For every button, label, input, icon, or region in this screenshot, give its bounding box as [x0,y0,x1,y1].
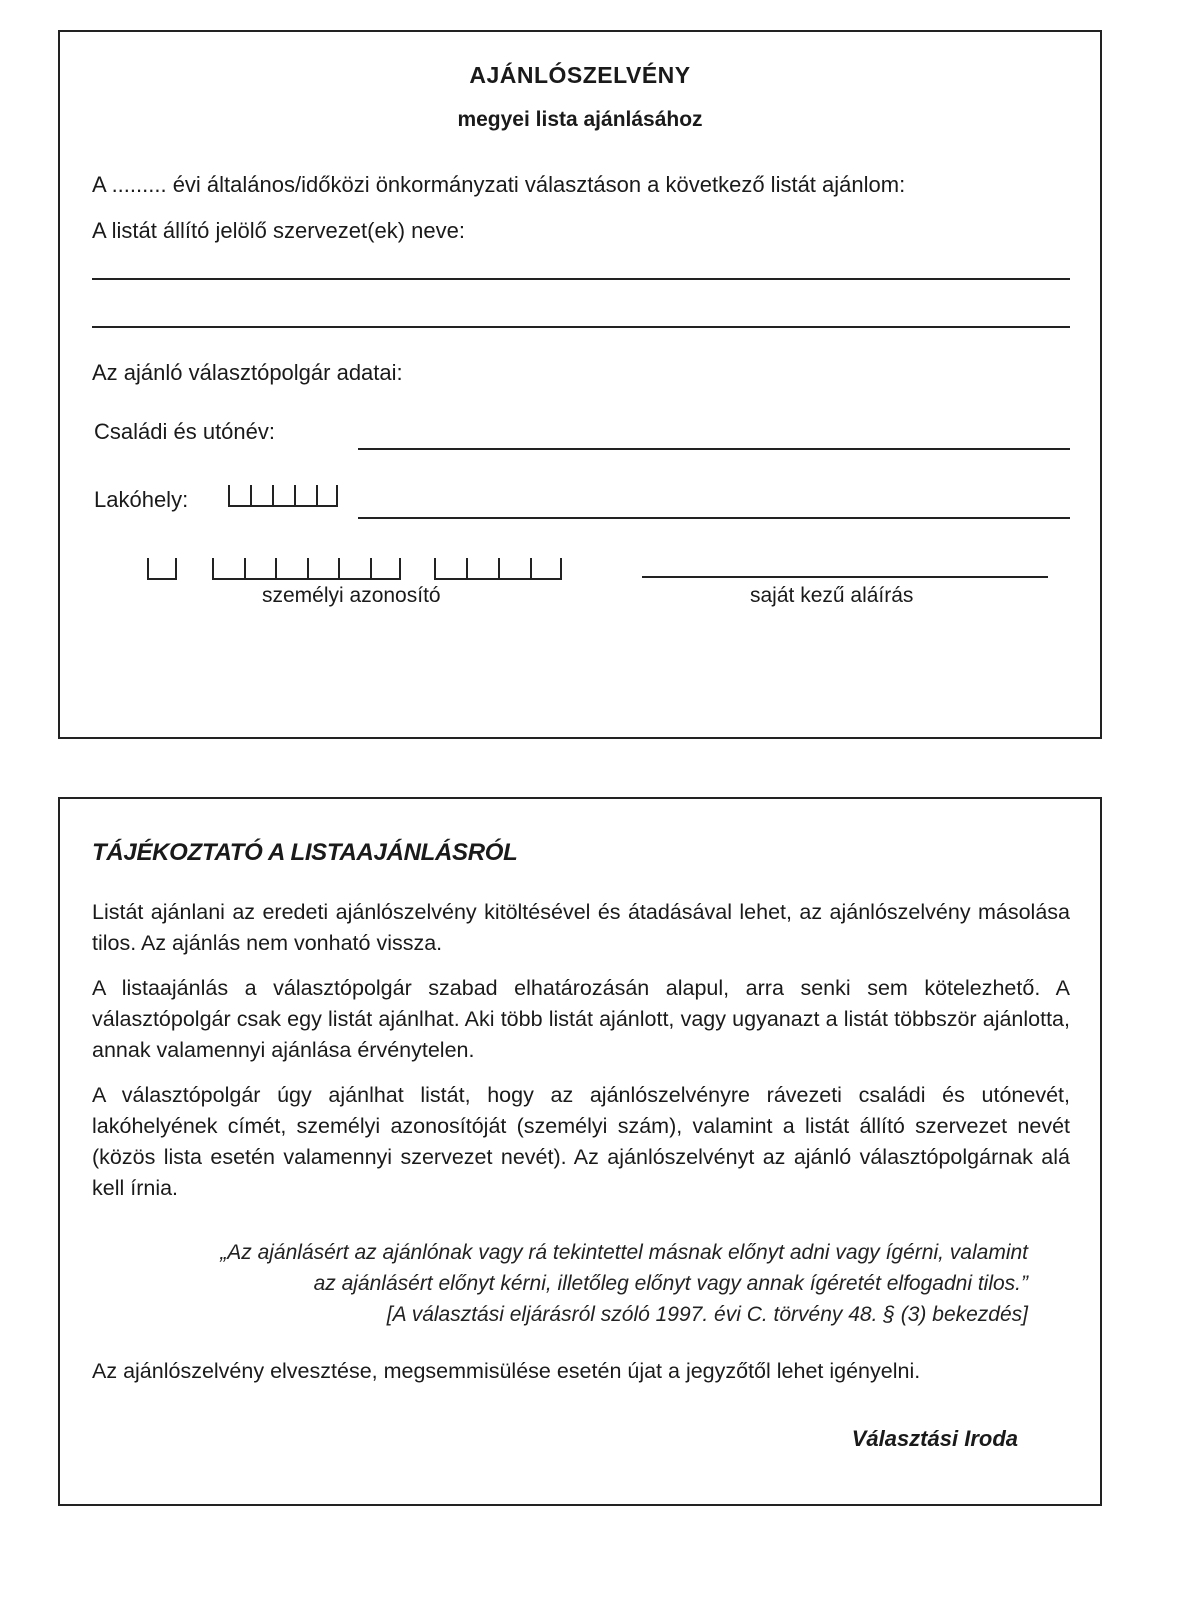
name-field-line[interactable] [358,448,1070,450]
info-paragraph-2: A listaajánlás a választópolgár szabad elhatározásán alapul, arra senki sem kötelezhető. A választópolgár csak egy listát ajánlhat. Aki több listát ajánlott, vagy ugyanazt a listát többször ajánlotta, annak valamennyi ajánlása érvénytelen. [92,976,1070,1062]
address-field-line[interactable] [358,517,1070,519]
address-label: Lakóhely: [94,487,189,512]
issuer-signature: Választási Iroda [851,1426,1018,1451]
organization-name-line-1[interactable] [92,278,1070,280]
personal-id-sex-box[interactable] [147,558,177,580]
name-label: Családi és utónév: [94,419,275,444]
form-title: AJÁNLÓSZELVÉNY [469,62,691,88]
recommendation-slip [58,30,1102,739]
intro-line: A ......... évi általános/időközi önkormányzati választáson a következő listát ajánlom: [92,172,906,197]
organization-name-line-2[interactable] [92,326,1070,328]
personal-id-birthdate-boxes[interactable] [212,558,401,580]
info-paragraph-1: Listát ajánlani az eredeti ajánlószelvény kitöltésével és átadásával lehet, az ajánlószelvény másolása tilos. Az ajánlás nem vonható vissza. [92,900,1070,955]
info-paragraph-3: A választópolgár úgy ajánlhat listát, hogy az ajánlószelvényre rávezeti családi és utónevét, lakóhelyének címét, személyi azonosítóját (személyi szám), valamint a listát állító szervezet nevét (közös lista esetén valamennyi szervezet nevét). Az ajánlószelvényt az ajánló választópolgárnak alá kell írnia. [92,1083,1070,1200]
personal-id-serial-boxes[interactable] [434,558,562,580]
personal-id-caption: személyi azonosító [262,584,441,607]
postal-code-boxes[interactable] [228,485,338,507]
signature-line[interactable] [642,576,1048,578]
quote-line-1: „Az ajánlásért az ajánlónak vagy rá tekintettel másnak előnyt adni vagy ígérni, valamint [220,1241,1028,1264]
closing-note: Az ajánlószelvény elvesztése, megsemmisülése esetén újat a jegyzőtől lehet igényelni. [92,1359,921,1383]
quote-line-2: az ajánlásért előnyt kérni, illetőleg előnyt vagy annak ígéretét elfogadni tilos.” [313,1272,1028,1295]
info-title: TÁJÉKOZTATÓ A LISTAAJÁNLÁSRÓL [92,839,518,866]
information-box [58,797,1102,1506]
signature-caption: saját kezű aláírás [750,584,914,607]
quote-citation: [A választási eljárásról szóló 1997. évi C. törvény 48. § (3) bekezdés] [386,1303,1028,1326]
form-subtitle: megyei lista ajánlásához [457,108,703,131]
organization-label: A listát állító jelölő szervezet(ek) neve: [92,218,465,243]
voter-data-label: Az ajánló választópolgár adatai: [92,360,403,385]
